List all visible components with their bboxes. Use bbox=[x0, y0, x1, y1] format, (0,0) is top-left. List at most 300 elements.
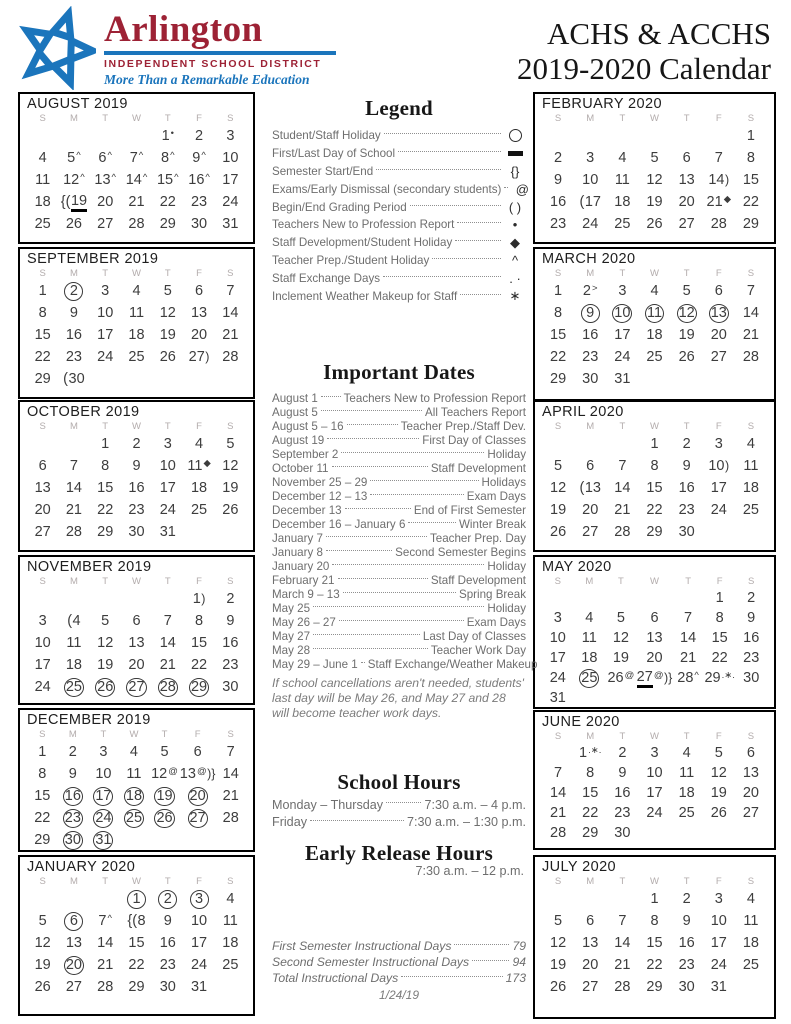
weekday-header: F bbox=[194, 729, 201, 740]
day-number: 8 bbox=[650, 458, 659, 474]
day-number: 9 bbox=[554, 172, 563, 188]
day-number: 14 bbox=[222, 766, 239, 782]
month-title: MAY 2020 bbox=[542, 559, 612, 575]
day-number: 15 bbox=[97, 480, 114, 496]
day-cell bbox=[90, 610, 121, 632]
day-number: 23 bbox=[159, 957, 176, 973]
day-cell bbox=[574, 169, 606, 191]
grading-semester-mark: ( bbox=[63, 371, 69, 387]
day-number: 15 bbox=[190, 635, 208, 651]
day-cell bbox=[671, 147, 703, 169]
day-number: 2 bbox=[618, 745, 627, 761]
day-number: 6 bbox=[650, 610, 659, 626]
day-cell bbox=[703, 147, 735, 169]
revision-date: 1/24/19 bbox=[378, 988, 420, 1002]
day-cell bbox=[671, 499, 703, 521]
day-number: 22 bbox=[34, 810, 51, 826]
holiday-circle: 11 bbox=[646, 305, 663, 321]
day-cell bbox=[735, 976, 767, 998]
day-cell bbox=[121, 521, 152, 543]
day-cell bbox=[671, 521, 703, 543]
logo-text bbox=[104, 6, 336, 88]
day-number: 4 bbox=[129, 744, 138, 760]
day-cell bbox=[215, 741, 246, 763]
holiday-circle: 26 bbox=[97, 679, 114, 695]
day-number: 5 bbox=[67, 150, 76, 166]
day-cell bbox=[605, 688, 637, 708]
day-number: 29 bbox=[742, 216, 759, 232]
day-number: 21 bbox=[614, 957, 631, 973]
day-cell bbox=[574, 280, 606, 302]
day-number: 11 bbox=[743, 913, 759, 929]
day-cell bbox=[671, 433, 703, 455]
calendar-december-2019 bbox=[18, 708, 255, 852]
day-cell bbox=[152, 147, 183, 169]
day-cell bbox=[542, 346, 574, 368]
day-cell bbox=[215, 785, 246, 807]
day-cell bbox=[121, 213, 152, 235]
day-number: 29 bbox=[128, 979, 145, 995]
day-symbol: @ bbox=[168, 765, 178, 777]
day-cell bbox=[574, 191, 606, 213]
weekday-header: M bbox=[586, 421, 595, 432]
event-description: Holiday bbox=[487, 447, 526, 461]
holiday-circle: 25 bbox=[125, 810, 143, 826]
day-number: 13 bbox=[742, 765, 759, 781]
day-number: 18 bbox=[742, 935, 759, 951]
logo-tagline: More Than a Remarkable Education bbox=[104, 71, 310, 87]
logo-wordmark: Arlington bbox=[104, 9, 263, 50]
day-cell bbox=[90, 676, 121, 698]
day-cell bbox=[606, 763, 638, 783]
event-description: Teacher Prep./Staff Dev. bbox=[400, 419, 526, 433]
weekday-header: T bbox=[164, 268, 171, 279]
day-number: 21 bbox=[128, 194, 145, 210]
important-dates-title: Important Dates bbox=[323, 360, 475, 384]
day-number: 18 bbox=[581, 650, 598, 666]
important-date-item bbox=[272, 559, 526, 573]
day-cell bbox=[574, 803, 606, 823]
day-cell bbox=[735, 628, 767, 648]
holiday-circle-icon bbox=[509, 129, 522, 142]
calendar-august-2019 bbox=[18, 92, 255, 244]
grading-semester-mark: ) bbox=[725, 459, 730, 473]
day-number: 30 bbox=[678, 524, 695, 540]
day-number: 8 bbox=[715, 610, 724, 626]
day-number: 26 bbox=[34, 979, 51, 995]
days-count: 79 bbox=[512, 939, 526, 953]
day-cell bbox=[88, 785, 119, 807]
row-label: August 5 bbox=[272, 405, 318, 419]
grading-semester-mark: ) bbox=[725, 173, 730, 187]
day-number: 20 bbox=[582, 502, 599, 518]
day-cell bbox=[90, 910, 121, 932]
day-number: 10 bbox=[34, 635, 51, 651]
day-cell bbox=[90, 888, 121, 910]
event-description: Staff Development bbox=[430, 461, 526, 475]
day-number: 16 bbox=[678, 935, 695, 951]
day-cell bbox=[27, 302, 58, 324]
weekday-header: T bbox=[683, 421, 690, 432]
day-number: 19 bbox=[612, 650, 629, 666]
day-number: 22 bbox=[550, 349, 567, 365]
day-number: 27 bbox=[678, 216, 695, 232]
legend-symbol bbox=[504, 128, 526, 143]
dotted-leader bbox=[410, 205, 501, 206]
day-cell bbox=[215, 632, 246, 654]
dotted-leader bbox=[326, 550, 392, 551]
day-cell bbox=[121, 632, 152, 654]
day-number: 2 bbox=[682, 891, 691, 907]
day-cell bbox=[735, 588, 767, 608]
day-cell bbox=[215, 433, 246, 455]
day-number: 4 bbox=[746, 436, 755, 452]
day-number: 21 bbox=[65, 502, 82, 518]
day-cell bbox=[183, 521, 214, 543]
weekday-header: W bbox=[650, 876, 659, 887]
day-cell bbox=[542, 499, 574, 521]
day-number: 17 bbox=[97, 327, 114, 343]
event-description: Staff Exchange/Weather Makeup bbox=[367, 657, 538, 671]
day-cell bbox=[215, 477, 246, 499]
row-label: May 26 – 27 bbox=[272, 615, 336, 629]
day-number: 1 bbox=[38, 744, 47, 760]
grading-semester-mark: )} bbox=[207, 767, 216, 781]
day-number: 1 bbox=[38, 283, 47, 299]
day-cell bbox=[542, 433, 574, 455]
event-description: Teacher Prep. Day bbox=[429, 531, 526, 545]
weekday-header: F bbox=[715, 876, 722, 887]
day-cell bbox=[119, 741, 150, 763]
dotted-leader bbox=[332, 466, 428, 467]
day-cell bbox=[121, 368, 152, 390]
day-number: 12 bbox=[646, 172, 663, 188]
day-number: 31 bbox=[159, 524, 176, 540]
day-number: 3 bbox=[714, 891, 723, 907]
day-cell bbox=[637, 588, 673, 608]
weekday-header: T bbox=[102, 421, 109, 432]
weekday-header: W bbox=[132, 268, 141, 279]
day-number: 19 bbox=[71, 193, 87, 212]
document-title-line2: 2019-2020 Calendar bbox=[517, 51, 771, 86]
day-cell bbox=[58, 433, 89, 455]
day-number: 14 bbox=[125, 172, 142, 188]
day-cell bbox=[672, 688, 704, 708]
day-cell bbox=[605, 608, 637, 628]
day-cell bbox=[606, 368, 638, 390]
day-cell bbox=[574, 888, 606, 910]
day-cell bbox=[606, 743, 638, 763]
day-number: 28 bbox=[550, 825, 567, 841]
day-number: 14 bbox=[550, 785, 567, 801]
day-cell bbox=[27, 125, 58, 147]
day-number: 11 bbox=[66, 635, 82, 651]
day-number: 10 bbox=[190, 913, 208, 929]
day-cell bbox=[149, 807, 180, 829]
document-title bbox=[517, 16, 771, 86]
holiday-circle: 31 bbox=[95, 832, 112, 848]
row-label: May 27 bbox=[272, 629, 311, 643]
weekday-header: T bbox=[619, 113, 626, 124]
day-number: 24 bbox=[710, 957, 727, 973]
day-number: 15 bbox=[711, 630, 728, 646]
legend-title: Legend bbox=[365, 96, 433, 120]
day-number: 22 bbox=[97, 502, 114, 518]
day-cell bbox=[27, 191, 58, 213]
weekday-header: W bbox=[650, 421, 659, 432]
weekday-header: S bbox=[554, 576, 561, 587]
day-cell bbox=[180, 829, 216, 851]
day-number: 12 bbox=[612, 630, 629, 646]
school-hours-items bbox=[272, 796, 526, 831]
day-number: 19 bbox=[646, 194, 663, 210]
weekday-header: T bbox=[102, 576, 109, 587]
day-number: 22 bbox=[128, 957, 145, 973]
day-cell bbox=[703, 521, 735, 543]
day-number: 26 bbox=[65, 216, 82, 232]
weekday-header: S bbox=[39, 876, 46, 887]
day-number: 5 bbox=[650, 150, 659, 166]
day-number: 20 bbox=[97, 194, 114, 210]
weekday-header: S bbox=[747, 113, 755, 124]
day-number: 22 bbox=[159, 194, 176, 210]
day-number: 24 bbox=[190, 957, 208, 973]
day-cell bbox=[27, 954, 58, 976]
day-cell bbox=[735, 608, 767, 628]
day-cell bbox=[671, 763, 703, 783]
day-cell bbox=[215, 521, 246, 543]
day-number: 16 bbox=[159, 935, 176, 951]
day-cell bbox=[58, 763, 89, 785]
holiday-circle: 2 bbox=[64, 282, 83, 301]
day-cell bbox=[183, 302, 214, 324]
day-cell bbox=[149, 741, 180, 763]
day-number: 2 bbox=[682, 436, 691, 452]
row-label: March 9 – 13 bbox=[272, 587, 340, 601]
weekday-header: S bbox=[39, 113, 46, 124]
day-number: 11 bbox=[126, 766, 142, 782]
day-cell bbox=[183, 213, 214, 235]
day-cell bbox=[152, 455, 183, 477]
day-cell bbox=[215, 676, 246, 698]
day-number: 3 bbox=[38, 613, 47, 629]
day-cell bbox=[638, 743, 670, 763]
day-number: 27 bbox=[582, 524, 599, 540]
day-number: 10 bbox=[646, 765, 663, 781]
dotted-leader bbox=[341, 452, 484, 453]
dotted-leader bbox=[457, 222, 501, 223]
day-cell bbox=[152, 169, 183, 191]
day-cell bbox=[90, 499, 121, 521]
day-cell bbox=[58, 324, 89, 346]
day-number: 2 bbox=[68, 744, 77, 760]
day-number: 4 bbox=[226, 891, 235, 907]
row-label: May 25 bbox=[272, 601, 311, 615]
day-number: 29 bbox=[704, 670, 721, 686]
day-number: 6 bbox=[714, 283, 723, 299]
day-cell bbox=[121, 499, 152, 521]
day-cell bbox=[606, 499, 638, 521]
day-cell bbox=[735, 688, 767, 708]
weekday-header: M bbox=[68, 729, 77, 740]
day-cell bbox=[638, 499, 670, 521]
day-cell bbox=[574, 368, 606, 390]
dotted-leader bbox=[313, 606, 484, 607]
day-cell bbox=[735, 932, 767, 954]
day-cell bbox=[58, 302, 89, 324]
day-cell bbox=[27, 807, 58, 829]
dotted-leader bbox=[339, 620, 464, 621]
event-description: Exam Days bbox=[466, 615, 526, 629]
day-number: 25 bbox=[614, 216, 631, 232]
day-cell bbox=[180, 763, 216, 785]
day-symbol: ^ bbox=[174, 171, 179, 183]
day-cell bbox=[638, 169, 670, 191]
day-number: 14 bbox=[742, 305, 759, 321]
day-cell bbox=[542, 688, 574, 708]
weekday-header: S bbox=[747, 268, 755, 279]
row-label: November 25 – 29 bbox=[272, 475, 368, 489]
day-number: 16 bbox=[582, 327, 599, 343]
day-number: 8 bbox=[746, 150, 755, 166]
day-cell bbox=[704, 628, 736, 648]
day-number: 5 bbox=[101, 613, 110, 629]
day-number: 10 bbox=[710, 913, 727, 929]
day-number: 19 bbox=[678, 327, 695, 343]
month-grid bbox=[542, 730, 767, 843]
day-cell bbox=[183, 588, 214, 610]
day-cell bbox=[119, 785, 150, 807]
calendar-june-2020 bbox=[533, 710, 776, 850]
day-symbol: ^ bbox=[111, 171, 116, 183]
day-number: 20 bbox=[190, 327, 208, 343]
day-number: 13 bbox=[646, 630, 663, 646]
day-cell bbox=[215, 888, 246, 910]
day-cell bbox=[183, 888, 214, 910]
day-number: 10 bbox=[95, 766, 112, 782]
day-cell bbox=[215, 976, 246, 998]
day-number: 26 bbox=[159, 349, 176, 365]
row-label: February 21 bbox=[272, 573, 335, 587]
row-label: Friday bbox=[272, 815, 307, 830]
day-number: 11 bbox=[743, 458, 759, 474]
day-cell bbox=[90, 976, 121, 998]
day-cell bbox=[735, 499, 767, 521]
day-cell bbox=[671, 976, 703, 998]
day-number: 12 bbox=[151, 766, 168, 782]
day-cell bbox=[183, 433, 214, 455]
day-cell bbox=[637, 688, 673, 708]
day-number: 21 bbox=[97, 957, 114, 973]
day-cell bbox=[215, 147, 246, 169]
calendar-march-2020 bbox=[533, 247, 776, 401]
day-cell bbox=[215, 191, 246, 213]
event-description: End of First Semester bbox=[413, 503, 526, 517]
day-number: 23 bbox=[582, 349, 599, 365]
day-number: 14 bbox=[97, 935, 114, 951]
day-cell bbox=[88, 741, 119, 763]
early-release-section bbox=[272, 841, 526, 878]
instructional-days-row bbox=[272, 954, 526, 970]
day-cell bbox=[735, 169, 767, 191]
day-number: 17 bbox=[614, 327, 631, 343]
day-cell bbox=[735, 888, 767, 910]
day-number: 21 bbox=[550, 805, 567, 821]
weekday-header: S bbox=[227, 268, 234, 279]
weekday-header: T bbox=[161, 729, 168, 740]
day-number: 23 bbox=[678, 502, 695, 518]
day-cell bbox=[58, 147, 89, 169]
day-cell bbox=[149, 763, 180, 785]
day-cell bbox=[90, 324, 121, 346]
day-cell bbox=[215, 588, 246, 610]
day-number: 5 bbox=[682, 283, 691, 299]
day-number: 13 bbox=[34, 480, 51, 496]
row-label: October 11 bbox=[272, 461, 329, 475]
weekday-header: T bbox=[164, 576, 171, 587]
early-release-value: 7:30 a.m. – 12 p.m. bbox=[415, 864, 524, 878]
day-cell bbox=[735, 191, 767, 213]
day-number: 7 bbox=[554, 765, 563, 781]
day-cell bbox=[119, 763, 150, 785]
day-cell bbox=[542, 368, 574, 390]
day-cell bbox=[183, 147, 214, 169]
row-label: Semester Start/End bbox=[272, 164, 374, 178]
day-cell bbox=[574, 477, 606, 499]
dotted-leader bbox=[454, 944, 509, 945]
day-cell bbox=[638, 783, 670, 803]
weekday-header: T bbox=[102, 113, 109, 124]
day-number: 29 bbox=[97, 524, 114, 540]
day-number: 17 bbox=[159, 480, 176, 496]
day-cell bbox=[637, 648, 673, 668]
day-number: 20 bbox=[742, 785, 759, 801]
day-number: 22 bbox=[190, 657, 208, 673]
day-cell bbox=[574, 648, 606, 668]
day-number: 13 bbox=[128, 635, 145, 651]
day-number: 11 bbox=[222, 913, 238, 929]
month-grid bbox=[27, 875, 246, 998]
day-cell bbox=[183, 910, 214, 932]
important-date-item bbox=[272, 391, 526, 405]
row-label: January 7 bbox=[272, 531, 323, 545]
day-number: 6 bbox=[193, 744, 202, 760]
day-cell bbox=[637, 668, 673, 688]
day-number: 2 bbox=[582, 283, 591, 299]
day-symbol: • bbox=[170, 127, 174, 139]
day-cell bbox=[90, 191, 121, 213]
day-cell bbox=[121, 324, 152, 346]
day-number: 26 bbox=[646, 216, 663, 232]
day-cell bbox=[183, 125, 214, 147]
day-number: 16 bbox=[678, 480, 695, 496]
day-cell bbox=[637, 608, 673, 628]
day-number: 24 bbox=[710, 502, 727, 518]
day-cell bbox=[606, 783, 638, 803]
important-date-item bbox=[272, 587, 526, 601]
day-number: 25 bbox=[742, 957, 759, 973]
day-cell bbox=[735, 302, 767, 324]
day-cell bbox=[606, 213, 638, 235]
event-description: First Day of Classes bbox=[422, 433, 526, 447]
row-label: May 29 – June 1 bbox=[272, 657, 358, 671]
holiday-circle: 20 bbox=[65, 957, 82, 973]
day-number: 12 bbox=[34, 935, 51, 951]
weekday-header: M bbox=[586, 268, 595, 279]
day-number: 7 bbox=[163, 613, 172, 629]
day-cell bbox=[574, 147, 606, 169]
day-cell bbox=[121, 477, 152, 499]
